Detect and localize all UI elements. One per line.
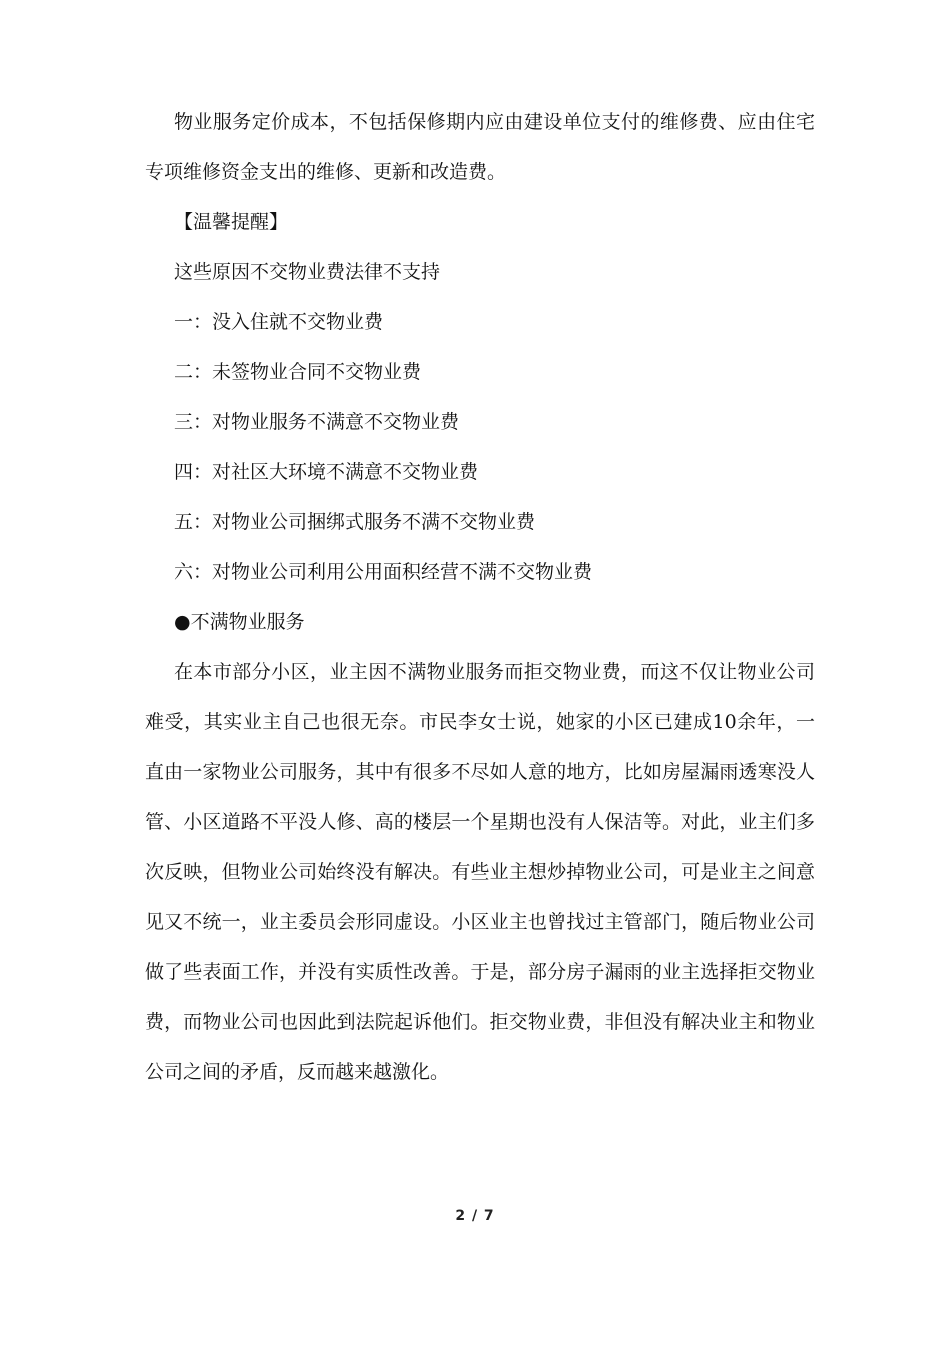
reason-item-6: 六：对物业公司利用公用面积经营不满不交物业费 [174, 561, 593, 583]
reason-item-3: 三：对物业服务不满意不交物业费 [174, 411, 460, 433]
document-body [145, 97, 815, 1097]
list-intro: 这些原因不交物业费法律不支持 [174, 261, 441, 283]
paragraph-dissatisfaction: 在本市部分小区，业主因不满物业服务而拒交物业费，而这不仅让物业公司难受，其实业主自己也很无奈。市民李女士说，她家的小区已建成10余年，一直由一家物业公司服务，其中有很多不尽如人意的地方，比如房屋漏雨透寒没人管、小区道路不平没人修、高的楼层一个星期也没有人保洁等。对此，业主们多次反映，但物业公司始终没有解决。有些业主想炒掉物业公司，可是业主之间意见又不统一，业主委员会形同虚设。小区业主也曾找过主管部门，随后物业公司做了些表面工作，并没有实质性改善。于是，部分房子漏雨的业主选择拒交物业费，而物业公司也因此到法院起诉他们。拒交物业费，非但没有解决业主和物业公司之间的矛盾，反而越来越激化。 [145, 661, 815, 1083]
reason-item-4: 四：对社区大环境不满意不交物业费 [174, 461, 479, 483]
page-number: 2 / 7 [455, 1208, 495, 1224]
section-heading: ●不满物业服务 [174, 611, 305, 633]
reason-item-2: 二：未签物业合同不交物业费 [174, 361, 422, 383]
paragraph-pricing-cost: 物业服务定价成本，不包括保修期内应由建设单位支付的维修费、应由住宅专项维修资金支出的维修、更新和改造费。 [145, 111, 815, 183]
reason-item-1: 一：没入住就不交物业费 [174, 311, 384, 333]
reminder-heading: 【温馨提醒】 [174, 211, 289, 233]
reason-item-5: 五：对物业公司捆绑式服务不满不交物业费 [174, 511, 536, 533]
